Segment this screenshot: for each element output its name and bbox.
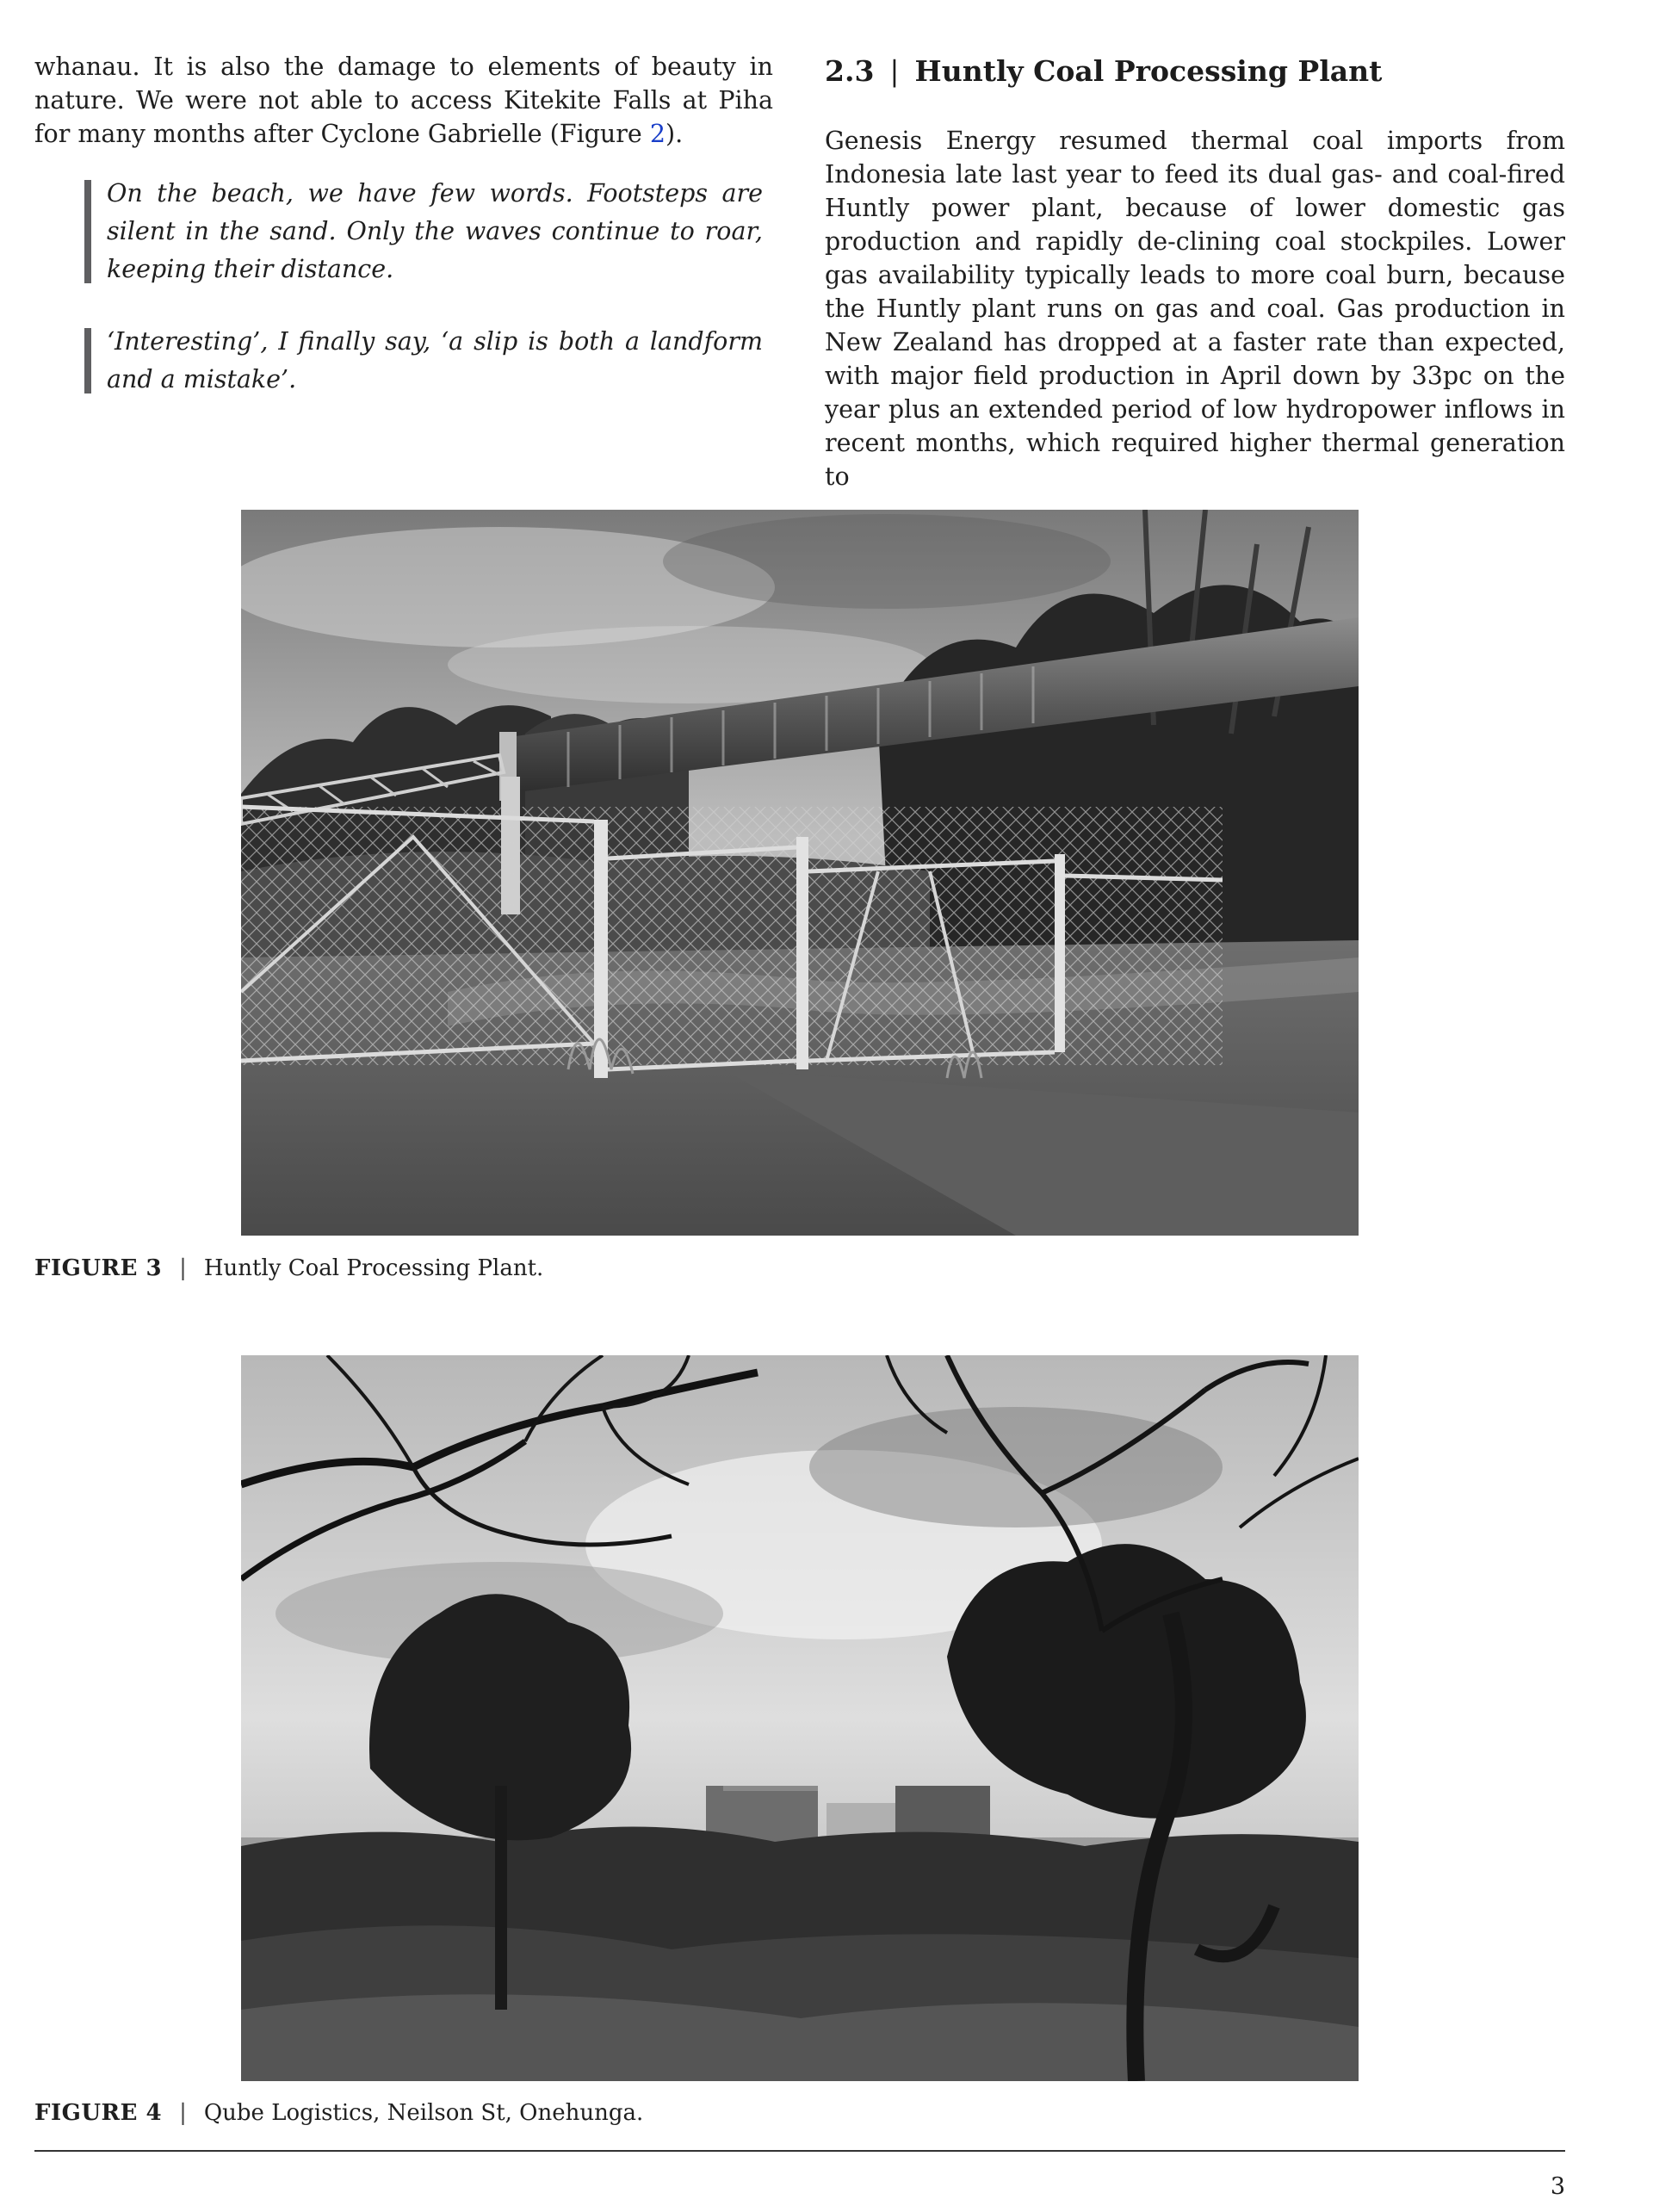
- figure-4-photo: [241, 1355, 1359, 2081]
- blockquote-2: [84, 323, 763, 399]
- right-column: [825, 50, 1565, 493]
- intro-text-end: ).: [665, 120, 684, 148]
- section-title: Huntly Coal Processing Plant: [914, 54, 1383, 88]
- caption-text: Qube Logistics, Neilson St, Onehunga.: [203, 2100, 644, 2126]
- figure-label: FIGURE 4: [34, 2100, 163, 2126]
- quote-bar: [84, 328, 91, 393]
- footer-divider: [34, 2150, 1565, 2152]
- heading-separator: |: [889, 54, 900, 88]
- coal-plant-photo: [241, 510, 1359, 1236]
- section-heading: [825, 50, 1565, 93]
- logistics-photo: [241, 1355, 1359, 2081]
- figure-label: FIGURE 3: [34, 1255, 163, 1281]
- figure-3-caption: [34, 1254, 543, 1283]
- caption-separator: |: [179, 1255, 187, 1281]
- quote-bar: [84, 180, 91, 283]
- intro-text: whanau. It is also the damage to elements of beauty in nature. We were not able to access Kitekite Falls at Piha for many months after Cyclone Gabrielle (Figure: [34, 53, 773, 148]
- quote-text: ‘Interesting’, I finally say, ‘a slip is both a landform and a mistake’.: [107, 327, 763, 393]
- section-body: Genesis Energy resumed thermal coal imports from Indonesia late last year to feed its dual gas- and coal-fired Huntly power plant, because of lower domestic gas production and rapidly de-clining coal stockpiles. Lower gas availability typically leads to more coal burn, because the Huntly plant runs on gas and coal. Gas production in New Zealand has dropped at a faster rate than expected, with major field production in April down by 33pc on the year plus an extended period of low hydropower inflows in recent months, which required higher thermal generation to: [825, 127, 1565, 491]
- intro-paragraph: [34, 50, 773, 151]
- figure-3-photo: [241, 510, 1359, 1236]
- blockquote-1: [84, 175, 763, 288]
- page-number: 3: [1550, 2173, 1565, 2200]
- left-column: [34, 50, 773, 399]
- caption-text: Huntly Coal Processing Plant.: [203, 1255, 544, 1281]
- figure-4-caption: [34, 2098, 643, 2128]
- quote-text: On the beach, we have few words. Footsteps are silent in the sand. Only the waves continue to roar, keeping their distance.: [107, 179, 763, 283]
- section-number: 2.3: [825, 54, 875, 88]
- figure-2-link[interactable]: 2: [649, 120, 666, 148]
- caption-separator: |: [179, 2100, 187, 2126]
